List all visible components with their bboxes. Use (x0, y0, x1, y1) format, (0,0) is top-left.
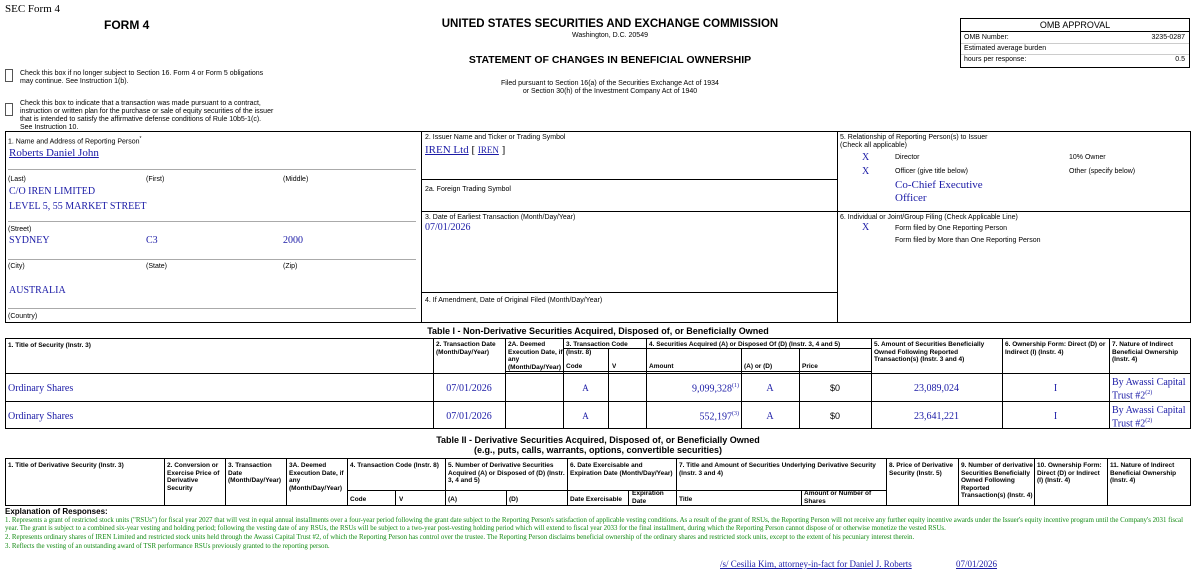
signature-date: 07/01/2026 (956, 559, 998, 569)
t1-row2-owned: 23,641,221 (914, 411, 959, 422)
t1-row1-title: Ordinary Shares (8, 383, 74, 394)
t2-col8-header: 8. Price of Derivative Security (Instr. 5) (889, 462, 953, 477)
omb-burden-label: Estimated average burden (961, 43, 1189, 54)
t2-col3a-header: 3A. Deemed Execution Date, if any (Month/Day/Year) (289, 462, 344, 492)
t1-col3-header: 3. Transaction Code (Instr. 8) (566, 341, 628, 356)
t2-col4-v: V (399, 496, 404, 503)
rule-10b5-1-text: Check this box to indicate that a transaction was made pursuant to a contract, instruction or written plan for the purchase or sale of equity securities of the issuer that is intended to satisfy the affirmative defense conditions of Rule 10b5-1(c). See Instruction 10. (20, 100, 274, 131)
t1-row1-amount: 9,099,328$^{(1)}$ (692, 383, 739, 395)
t2-col7-title: Title (679, 496, 693, 503)
country-value: AUSTRALIA (9, 285, 66, 296)
t1-col4-header: 4. Securities Acquired (A) or Disposed Of (D) (Instr. 3, 4 and 5) (649, 341, 841, 348)
box1-label: 1. Name and Address of Reporting Person* (8, 136, 142, 146)
zip-value: 2000 (283, 235, 303, 246)
reporting-section (5, 131, 1191, 323)
footnote-3: 3. Reflects the vesting of an outstanding award of TSR performance RSUs previously granted to the reporting person. (5, 543, 330, 550)
t1-col5-header: 5. Amount of Securities Beneficially Owned Following Reported Transaction(s) (Instr. 3 and 4) (874, 341, 985, 363)
first-label: (First) (146, 176, 165, 183)
t1-row2-price: $0 (829, 411, 840, 421)
table2-title: Table II - Derivative Securities Acquired, Disposed of, or Beneficially Owned (e.g., puts, calls, warrants, options, convertible securities) (436, 435, 760, 455)
other-label: Other (specify below) (1069, 168, 1136, 175)
no-longer-subject-text: Check this box if no longer subject to Section 16. Form 4 or Form 5 obligations may continue. See Instruction 1(b). (20, 70, 264, 85)
omb-approval-box (960, 18, 1190, 68)
t1-col1-header: 1. Title of Security (Instr. 3) (8, 342, 91, 349)
t1-row2-form: I (1053, 411, 1058, 422)
t2-col10-header: 10. Ownership Form: Direct (D) or Indirect (I) (Instr. 4) (1037, 462, 1102, 484)
filed-pursuant: Filed pursuant to Section 16(a) of the Securities Exchange Act of 1934 or Section 30(h) of the Investment Company Act of 1940 (501, 80, 719, 95)
t2-col11-header: 11. Nature of Indirect Beneficial Ownership (Instr. 4) (1110, 462, 1177, 484)
form-title: FORM 4 (104, 18, 150, 32)
agency-location: Washington, D.C. 20549 (571, 32, 648, 39)
t1-row2-ad: A (766, 411, 774, 422)
issuer-ticker: IREN Ltd [ IREN ] (425, 144, 506, 156)
statement-title: STATEMENT OF CHANGES IN BENEFICIAL OWNERSHIP (468, 54, 752, 66)
last-label: (Last) (8, 176, 26, 183)
amendment-label: 4. If Amendment, Date of Original Filed (Month/Day/Year) (425, 297, 603, 304)
earliest-date-value: 07/01/2026 (425, 222, 471, 233)
t1-row1-date: 07/01/2026 (446, 383, 492, 394)
address-line-2: LEVEL 5, 55 MARKET STREET (9, 201, 147, 212)
t1-col4-amount: Amount (649, 363, 674, 370)
officer-label: Officer (give title below) (895, 168, 969, 175)
sec-form-label: SEC Form 4 (5, 3, 61, 15)
t2-col3-header: 3. Transaction Date (Month/Day/Year) (228, 462, 282, 484)
earliest-date-label: 3. Date of Earliest Transaction (Month/Day/Year) (425, 214, 576, 221)
state-label: (State) (146, 263, 168, 270)
t1-row1-ad: A (766, 383, 774, 394)
city-label: (City) (8, 263, 25, 270)
foreign-symbol-label: 2a. Foreign Trading Symbol (425, 186, 511, 193)
officer-mark: X (862, 166, 870, 177)
omb-title: OMB APPROVAL (961, 19, 1189, 32)
city-value: SYDNEY (9, 235, 50, 246)
t2-col1-header: 1. Title of Derivative Security (Instr. 3) (8, 462, 124, 469)
t1-row1-code: A (582, 383, 589, 393)
signature: /s/ Cesilia Kim, attorney-in-fact for Daniel J. Roberts (720, 559, 912, 569)
country-label: (Country) (8, 313, 38, 320)
t1-col4-price: Price (802, 363, 818, 370)
box5-label: 5. Relationship of Reporting Person(s) to Issuer (Check all applicable) (840, 134, 988, 149)
t2-col5-d: (D) (509, 496, 519, 503)
t1-row1-price: $0 (829, 383, 840, 393)
zip-label: (Zip) (283, 263, 298, 270)
omb-burden-row: hours per response: 0.5 (961, 54, 1189, 65)
footnote-2: 2. Represents ordinary shares of IREN Limited and restricted stock units held through the Awassi Capital Trust #2, of which the Reporting Person has control over the trustee. The Reporting Person disclaims beneficial ownership of the ordinary shares and restricted stock units, except to the extent of his pecuniary interest therein. (5, 534, 915, 541)
footnote-1: 1. Represents a grant of restricted stock units ("RSUs") for fiscal year 2027 that will vest in equal annual installments over a four-year period following the grant date subject to the Reporting Person's satisfaction of applicable vesting conditions. As a result of the grant of RSUs, the Reporting Person will not receive any further equity incentive awards under the Issuer's equity incentive program until the Company's 2031 fiscal year. The grant is subject to a combined six-year vesting and holding period; following the vesting date of any RSUs, the RSUs will be subject to a two-year post-vesting holding period which will extend to fiscal year 2033 for the final installment, during which the Reporting Person cannot dispose of or otherwise monetize the vested RSUs. (5, 517, 1184, 532)
t1-row1-nature: By Awassi Capital Trust #2$^{(2)}$ (1112, 377, 1186, 402)
t1-col6-header: 6. Ownership Form: Direct (D) or Indirect (I) (Instr. 4) (1005, 341, 1106, 356)
director-mark: X (862, 152, 870, 163)
t1-col2-header: 2. Transaction Date (Month/Day/Year) (436, 341, 496, 356)
t1-col3-code: Code (566, 363, 583, 370)
t2-col5-a: (A) (448, 496, 458, 503)
issuer-name-link[interactable]: IREN Ltd (425, 144, 469, 156)
one-person-mark: X (862, 222, 870, 233)
t1-row2-code: A (582, 411, 589, 421)
ten-pct-owner-label: 10% Owner (1069, 154, 1106, 161)
no-longer-subject-checkbox[interactable] (5, 69, 13, 82)
table1-title: Table I - Non-Derivative Securities Acquired, Disposed of, or Beneficially Owned (427, 326, 769, 336)
t1-row2-date: 07/01/2026 (446, 411, 492, 422)
t2-col6-exercisable: Date Exercisable (570, 496, 623, 503)
more-persons-label: Form filed by More than One Reporting Person (895, 237, 1041, 244)
omb-number-row: OMB Number: 3235-0287 (964, 34, 1185, 41)
t2-col4-code: Code (350, 496, 367, 503)
rule-10b5-1-checkbox[interactable] (5, 103, 13, 116)
box6-label: 6. Individual or Joint/Group Filing (Check Applicable Line) (840, 214, 1018, 221)
middle-label: (Middle) (283, 176, 309, 183)
t1-row2-nature: By Awassi Capital Trust #2$^{(2)}$ (1112, 405, 1186, 430)
t1-row1-form: I (1053, 383, 1058, 394)
street-label: (Street) (8, 226, 32, 233)
t1-row2-title: Ordinary Shares (8, 411, 74, 422)
t1-col4-ad: (A) or (D) (744, 363, 773, 370)
t2-col9-header: 9. Number of derivative Securities Beneficially Owned Following Reported Transaction(s) (Instr. 4) (961, 462, 1033, 499)
t2-col7-header: 7. Title and Amount of Securities Underlying Derivative Security (Instr. 3 and 4) (679, 462, 876, 477)
t2-col5-header: 5. Number of Derivative Securities Acquired (A) or Disposed of (D) (Instr. 3, 4 and 5) (448, 462, 565, 484)
t2-col6-expiration: Expiration Date (632, 490, 664, 505)
t1-col2a-header: 2A. Deemed Execution Date, if any (Month/Day/Year) (508, 341, 563, 371)
footnotes (5, 517, 1193, 551)
t2-col7-amount: Amount or Number of Shares (804, 490, 872, 505)
t2-col4-header: 4. Transaction Code (Instr. 8) (350, 462, 439, 469)
t1-col3-v: V (612, 363, 617, 370)
address-line-1: C/O IREN LIMITED (9, 186, 96, 197)
explanation-title: Explanation of Responses: (5, 507, 108, 516)
reporting-person-name-link[interactable]: Roberts Daniel John (9, 147, 99, 159)
t2-col2-header: 2. Conversion or Exercise Price of Derivative Security (167, 462, 220, 492)
t1-col7-header: 7. Nature of Indirect Beneficial Ownership (Instr. 4) (1112, 341, 1179, 363)
ticker-link[interactable]: IREN (477, 145, 499, 155)
t2-col6-header: 6. Date Exercisable and Expiration Date (Month/Day/Year) (570, 462, 673, 477)
t1-row1-owned: 23,089,024 (914, 383, 959, 394)
t1-row2-amount: 552,197$^{(3)}$ (699, 411, 739, 423)
state-value: C3 (146, 235, 158, 246)
agency-title: UNITED STATES SECURITIES AND EXCHANGE COMMISSION (441, 18, 779, 30)
box2-label: 2. Issuer Name and Ticker or Trading Symbol (425, 134, 566, 141)
officer-title: Co-Chief Executive Officer (895, 179, 983, 204)
one-person-label: Form filed by One Reporting Person (895, 225, 1008, 232)
director-label: Director (895, 154, 920, 161)
